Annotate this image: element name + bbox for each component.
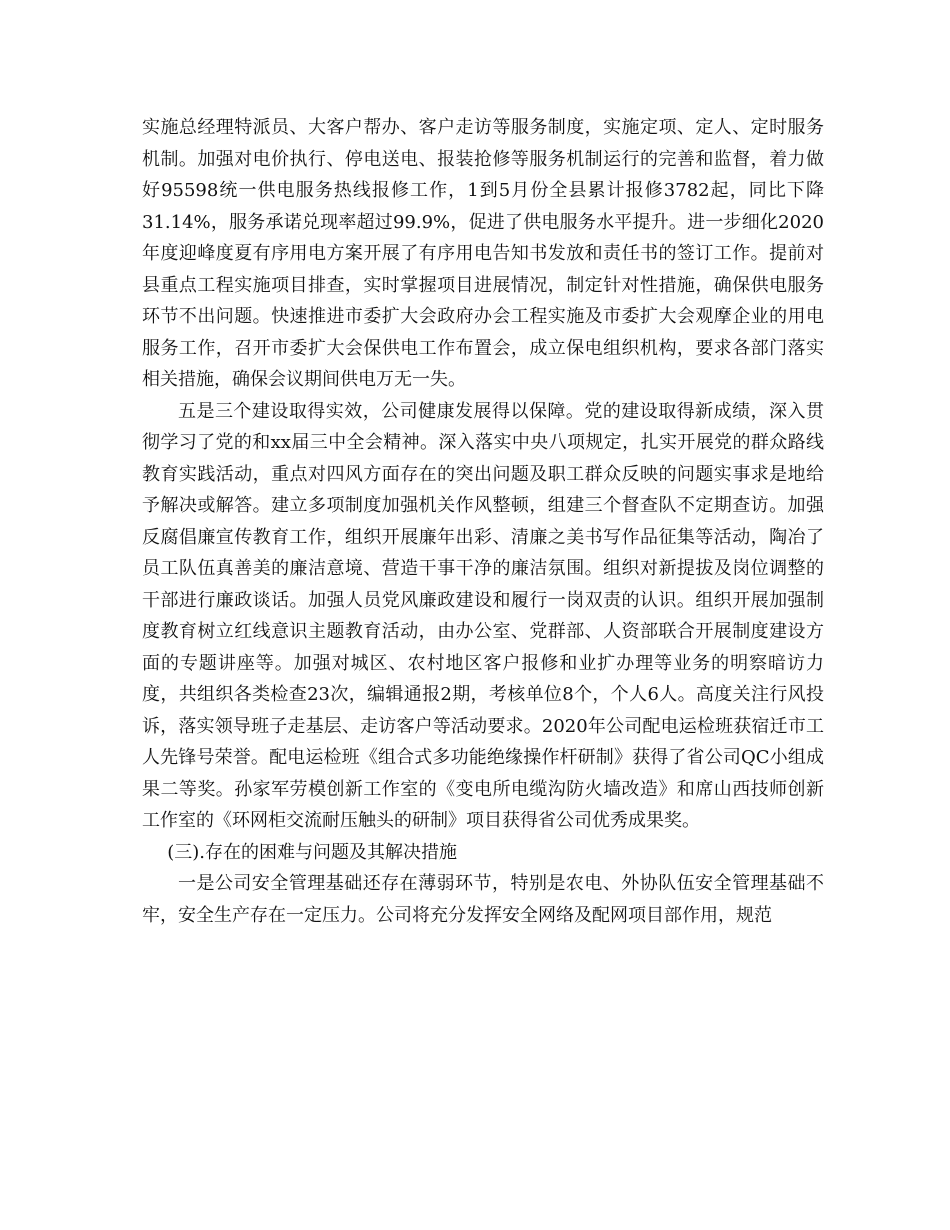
section-heading-problems: (三).存在的困难与问题及其解决措施 xyxy=(167,841,457,863)
paragraph-service-mechanism: 实施总经理特派员、大客户帮办、客户走访等服务制度，实施定项、定人、定时服务机制。加强对电价执行、停电送电、报装抢修等服务机制运行的完善和监督，着力做好95598统一供电服务热线报修工作，1到5月份全县累计报修3782起，同比下降31.14%，服务承诺兑现率超过99.9%，促进了供电服务水平提升。进一步细化2020年度迎峰度夏有序用电方案开展了有序用电告知书发放和责任书的签订工作。提前对县重点工程实施项目排查，实时掌握项目进展情况，制定针对性措施，确保供电服务环节不出问题。快速推进市委扩大会政府办会工程实施及市委扩大会观摩企业的用电服务工作，召开市委扩大会保供电工作布置会，成立保电组织机构，要求各部门落实相关措施，确保会议期间供电万无一失。 xyxy=(142,117,824,390)
paragraph-safety-management: 一是公司安全管理基础还存在薄弱环节，特别是农电、外协队伍安全管理基础不牢，安全生产存在一定压力。公司将充分发挥安全网络及配网项目部作用，规范 xyxy=(142,873,824,926)
paragraph-three-constructions: 五是三个建设取得实效，公司健康发展得以保障。党的建设取得新成绩，深入贯彻学习了党的和xx届三中全会精神。深入落实中央八项规定，扎实开展党的群众路线教育实践活动，重点对四风方面存在的突出问题及职工群众反映的问题实事求是地给予解决或解答。建立多项制度加强机关作风整顿，组建三个督查队不定期查访。加强反腐倡廉宣传教育工作，组织开展廉年出彩、清廉之美书写作品征集等活动，陶冶了员工队伍真善美的廉洁意境、营造干事干净的廉洁氛围。组织对新提拔及岗位调整的干部进行廉政谈话。加强人员党风廉政建设和履行一岗双责的认识。组织开展加强制度教育树立红线意识主题教育活动，由办公室、党群部、人资部联合开展制度建设方面的专题讲座等。加强对城区、农村地区客户报修和业扩办理等业务的明察暗访力度，共组织各类检查23次，编辑通报2期，考核单位8个，个人6人。高度关注行风投诉，落实领导班子走基层、走访客户等活动要求。2020年公司配电运检班获宿迁市工人先锋号荣誉。配电运检班《组合式多功能绝缘操作杆研制》获得了省公司QC小组成果二等奖。孙家军劳模创新工作室的《变电所电缆沟防火墙改造》和席山西技师创新工作室的《环网柜交流耐压触头的研制》项目获得省公司优秀成果奖。 xyxy=(142,400,824,831)
document-page xyxy=(142,112,824,931)
